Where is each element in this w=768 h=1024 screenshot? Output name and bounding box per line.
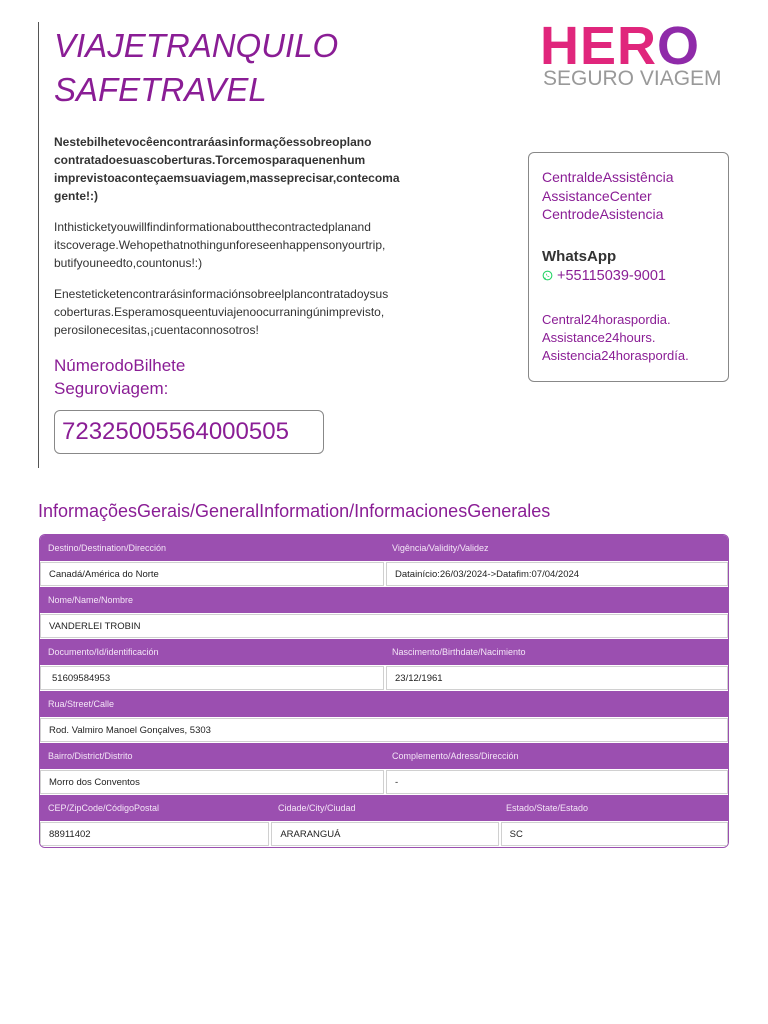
state-value: SC xyxy=(501,822,728,846)
zip-value: 88911402 xyxy=(40,822,269,846)
header-row xyxy=(40,639,728,665)
table-row xyxy=(40,613,728,639)
table-row xyxy=(40,717,728,743)
zip-label: CEP/ZipCode/CódigoPostal xyxy=(48,803,160,813)
logo-wordmark: HERO xyxy=(540,16,701,76)
header-row xyxy=(40,691,728,717)
destination-label: Destino/Destination/Dirección xyxy=(48,543,167,553)
general-info-title: InformaçõesGerais/GeneralInformation/InformacionesGenerales xyxy=(38,501,551,521)
title-line-2: SAFETRAVEL xyxy=(54,71,267,108)
city-label: Cidade/City/Ciudad xyxy=(278,803,356,813)
name-value: VANDERLEI TROBIN xyxy=(40,614,728,638)
intro-english: Inthisticketyouwillfindinformationaboutthecontractedplanand itscoverage.Wehopethatnothingunforeseenhappensonyourtrip, butifyouneedto,countonus!:) xyxy=(54,220,386,270)
header-row xyxy=(40,587,728,613)
assistance-hours: Central24horaspordia. Assistance24hours. Asistencia24horaspordía. xyxy=(542,312,689,363)
left-divider xyxy=(38,22,39,468)
assistance-card xyxy=(528,152,729,382)
birthdate-label: Nascimento/Birthdate/Nacimiento xyxy=(392,647,526,657)
complement-value: - xyxy=(386,770,728,794)
whatsapp-contact[interactable] xyxy=(542,267,666,285)
general-info-table xyxy=(39,534,729,848)
whatsapp-icon xyxy=(542,268,557,284)
state-label: Estado/State/Estado xyxy=(506,803,589,813)
table-row xyxy=(40,821,728,847)
title-line-1: VIAJETRANQUILO xyxy=(54,27,339,64)
logo-subtitle: SEGURO VIAGEM xyxy=(543,67,722,90)
page-title xyxy=(54,24,434,112)
street-label: Rua/Street/Calle xyxy=(48,699,115,709)
table-row xyxy=(40,561,728,587)
document-value: 51609584953 xyxy=(40,666,384,690)
city-value: ARARANGUÁ xyxy=(271,822,498,846)
ticket-number-box xyxy=(54,410,324,454)
header-row xyxy=(40,535,728,561)
destination-value: Canadá/América do Norte xyxy=(40,562,384,586)
birthdate-value: 23/12/1961 xyxy=(386,666,728,690)
name-label: Nome/Name/Nombre xyxy=(48,595,134,605)
table-row xyxy=(40,769,728,795)
complement-label: Complemento/Adress/Dirección xyxy=(392,751,519,761)
ticket-number: 72325005564000505 xyxy=(62,418,289,445)
header-row xyxy=(40,743,728,769)
hero-logo xyxy=(540,16,730,95)
assistance-center-title: CentraldeAssistência AssistanceCenter CentrodeAsistencia xyxy=(542,169,674,222)
ticket-number-label: NúmerodoBilhete Seguroviagem: xyxy=(54,356,186,398)
validity-value: Datainício:26/03/2024->Datafim:07/04/2024 xyxy=(386,562,728,586)
whatsapp-title: WhatsApp xyxy=(542,248,617,265)
intro-spanish: Enesteticketencontrarásinformaciónsobreelplancontratadoysus coberturas.Esperamosqueentuviajenoocurraningúnimprevisto, perosilonecesitas,¡cuentaconnosotros! xyxy=(54,287,389,337)
validity-label: Vigência/Validity/Validez xyxy=(392,543,489,553)
whatsapp-number: +55115039-9001 xyxy=(557,268,666,284)
table-row xyxy=(40,665,728,691)
street-value: Rod. Valmiro Manoel Gonçalves, 5303 xyxy=(40,718,728,742)
district-value: Morro dos Conventos xyxy=(40,770,384,794)
intro-portuguese: Nestebilhetevocêencontraráasinformaçõessobreoplano contratadoesuascoberturas.Torcemosparaquenenhum imprevistoaconteçaemsuaviagem,masseprecisar,contecoma gente!:) xyxy=(54,135,400,203)
district-label: Bairro/District/Distrito xyxy=(48,751,133,761)
header-row xyxy=(40,795,728,821)
document-label: Documento/Id/identificación xyxy=(48,647,159,657)
